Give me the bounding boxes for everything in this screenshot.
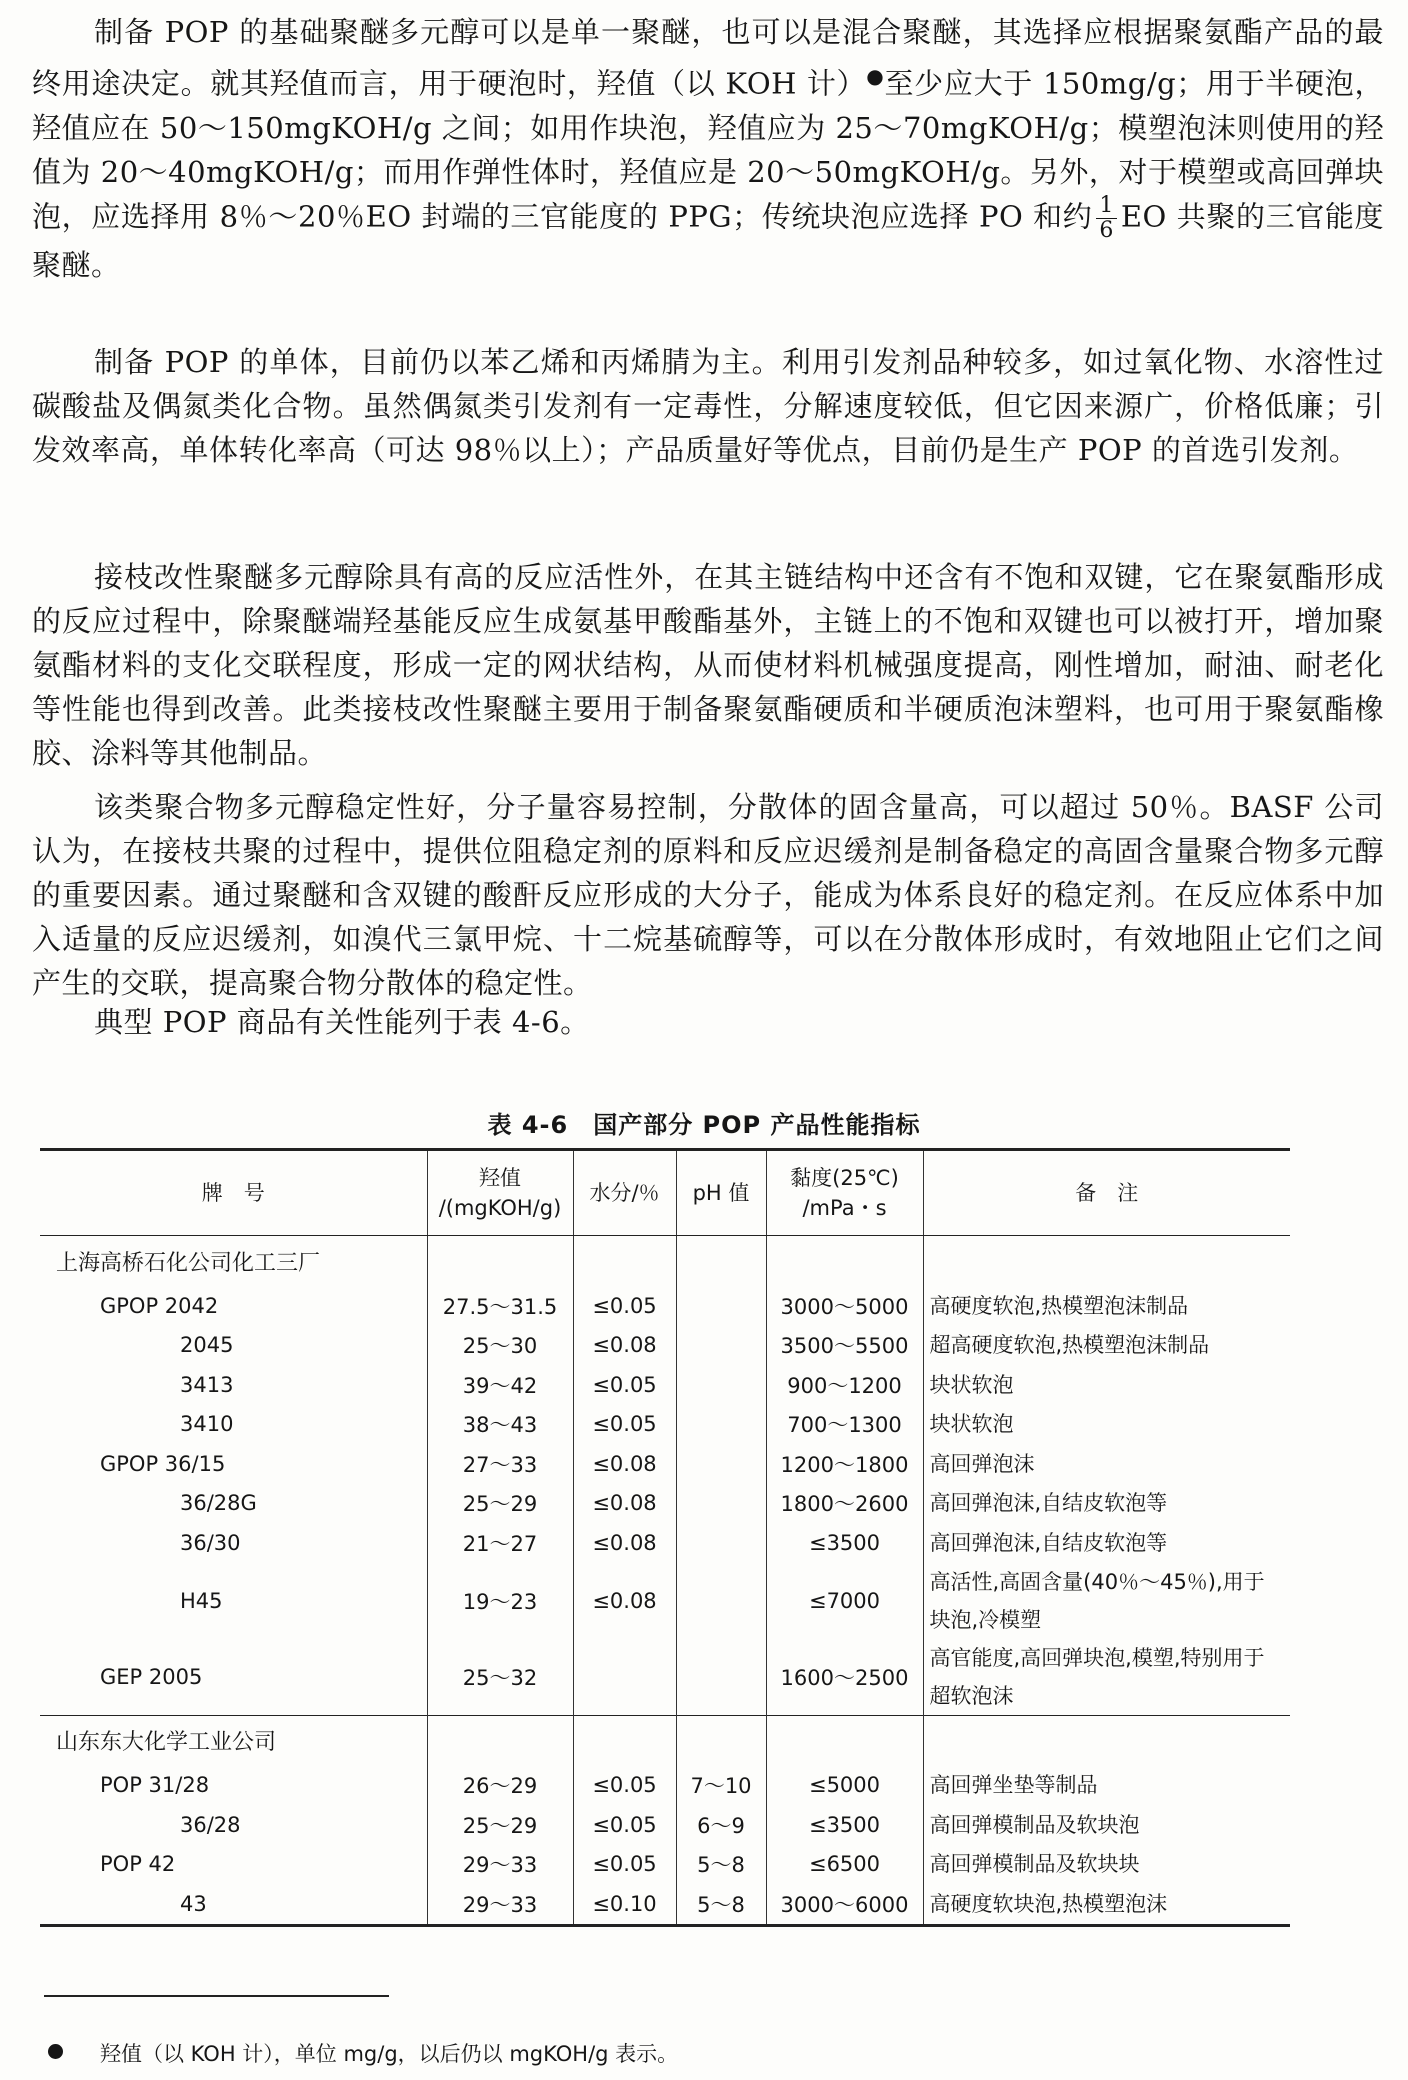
- table-row: [40, 1639, 1290, 1716]
- cell-viscosity: 1600～2500: [766, 1639, 923, 1716]
- fraction-denominator: 6: [1099, 217, 1114, 243]
- table-row: [40, 1405, 1290, 1445]
- paragraph-table-intro: 典型 POP 商品有关性能列于表 4-6。: [94, 1005, 590, 1039]
- cell-remark: 高硬度软块泡,热模塑泡沫: [923, 1884, 1290, 1925]
- bullet-icon: [48, 2044, 63, 2059]
- cell-hydroxyl: 39～42: [427, 1365, 573, 1405]
- table-row: [40, 1766, 1290, 1806]
- cell-ph: [676, 1484, 766, 1524]
- header-hydroxyl-line2: /(mgKOH/g): [438, 1196, 562, 1220]
- cell-viscosity: 1800～2600: [766, 1484, 923, 1524]
- table-row: [40, 1563, 1290, 1639]
- cell-hydroxyl: 25～29: [427, 1484, 573, 1524]
- header-water: 水分/％: [573, 1150, 676, 1236]
- cell-ph: [676, 1286, 766, 1326]
- footnote-divider: [44, 1995, 389, 1997]
- fraction-numerator: 1: [1096, 194, 1117, 219]
- cell-brand: GPOP 2042: [100, 1293, 219, 1318]
- cell-viscosity: ≤3500: [766, 1805, 923, 1845]
- cell-brand: 3410: [180, 1412, 234, 1437]
- table-row: [40, 1884, 1290, 1925]
- cell-water: [573, 1639, 676, 1716]
- cell-water: ≤0.10: [573, 1884, 676, 1925]
- table-row: [40, 1286, 1290, 1326]
- cell-ph: 7～10: [676, 1766, 766, 1806]
- cell-remark: 高回弹坐垫等制品: [923, 1766, 1290, 1806]
- paragraph-stability: 该类聚合物多元醇稳定性好，分子量容易控制，分散体的固含量高，可以超过 50％。BASF 公司认为，在接枝共聚的过程中，提供位阻稳定剂的原料和反应迟缓剂是制备稳定的高固含量聚合物多元醇的重要因素。通过聚醚和含双键的酸酐反应形成的大分子，能成为体系良好的稳定剂。在反应体系中加入适量的反应迟缓剂，如溴代三氯甲烷、十二烷基硫醇等，可以在分散体形成时，有效地阻止它们之间产生的交联，提高聚合物分散体的稳定性。: [32, 790, 1384, 1000]
- paragraph-base-polyether: [32, 10, 1384, 287]
- cell-remark: 超高硬度软泡,热模塑泡沫制品: [923, 1326, 1290, 1366]
- paragraph-graft-modified: 接枝改性聚醚多元醇除具有高的反应活性外，在其主链结构中还含有不饱和双键，它在聚氨酯形成的反应过程中，除聚醚端羟基能反应生成氨基甲酸酯基外，主链上的不饱和双键也可以被打开，增加聚氨酯材料的支化交联程度，形成一定的网状结构，从而使材料机械强度提高，刚性增加，耐油、耐老化等性能也得到改善。此类接枝改性聚醚主要用于制备聚氨酯硬质和半硬质泡沫塑料，也可用于聚氨酯橡胶、涂料等其他制品。: [32, 560, 1384, 770]
- table-row: [40, 1805, 1290, 1845]
- cell-hydroxyl: 19～23: [427, 1563, 573, 1639]
- cell-ph: [676, 1639, 766, 1716]
- paragraph-text: 制备 POP 的基础聚醚多元醇可以是单一聚醚，也可以是混合聚醚，其选择应根据聚氨酯产品的最终用途决定。就其羟值而言，用于硬泡时，羟值（以 KOH 计）: [32, 15, 1384, 101]
- cell-viscosity: ≤3500: [766, 1523, 923, 1563]
- header-viscosity: [766, 1150, 923, 1236]
- cell-viscosity: 1200～1800: [766, 1444, 923, 1484]
- cell-water: ≤0.05: [573, 1845, 676, 1885]
- cell-hydroxyl: 25～29: [427, 1805, 573, 1845]
- cell-hydroxyl: 29～33: [427, 1845, 573, 1885]
- table-row: [40, 1444, 1290, 1484]
- cell-remark: 块状软泡: [923, 1405, 1290, 1445]
- company-name: 上海高桥石化公司化工三厂: [56, 1250, 321, 1276]
- company-name: 山东东大化学工业公司: [40, 1715, 427, 1766]
- cell-water: ≤0.05: [573, 1405, 676, 1445]
- company-row: [40, 1715, 1290, 1766]
- header-viscosity-line2: /mPa・s: [802, 1196, 887, 1220]
- cell-ph: [676, 1523, 766, 1563]
- cell-water: ≤0.08: [573, 1484, 676, 1524]
- cell-remark: 高回弹泡沫,自结皮软泡等: [923, 1523, 1290, 1563]
- cell-ph: 5～8: [676, 1845, 766, 1885]
- cell-remark: 高回弹泡沫,自结皮软泡等: [923, 1484, 1290, 1524]
- footnote: [100, 2038, 678, 2068]
- cell-viscosity: 700～1300: [766, 1405, 923, 1445]
- cell-ph: [676, 1405, 766, 1445]
- cell-viscosity: ≤7000: [766, 1563, 923, 1639]
- cell-viscosity: 900～1200: [766, 1365, 923, 1405]
- cell-brand: GPOP 36/15: [100, 1451, 226, 1476]
- cell-water: ≤0.05: [573, 1805, 676, 1845]
- cell-remark: 高官能度,高回弹块泡,模塑,特别用于超软泡沫: [923, 1639, 1290, 1716]
- cell-ph: [676, 1563, 766, 1639]
- cell-brand: 2045: [180, 1333, 234, 1358]
- cell-brand: 3413: [180, 1372, 234, 1397]
- cell-remark: 高回弹模制品及软块泡: [923, 1805, 1290, 1845]
- cell-brand: 43: [40, 1884, 427, 1925]
- cell-hydroxyl: 27～33: [427, 1444, 573, 1484]
- cell-viscosity: ≤5000: [766, 1766, 923, 1806]
- cell-water: ≤0.05: [573, 1766, 676, 1806]
- cell-hydroxyl: 27.5～31.5: [427, 1286, 573, 1326]
- header-remark: 备 注: [923, 1150, 1290, 1236]
- cell-remark: 高硬度软泡,热模塑泡沫制品: [923, 1286, 1290, 1326]
- cell-brand: 36/28: [180, 1812, 241, 1837]
- cell-viscosity: 3000～6000: [766, 1884, 923, 1925]
- cell-ph: [676, 1326, 766, 1366]
- cell-brand: 36/28G: [180, 1491, 257, 1516]
- paragraph-monomers: 制备 POP 的单体，目前仍以苯乙烯和丙烯腈为主。利用引发剂品种较多，如过氧化物、水溶性过碳酸盐及偶氮类化合物。虽然偶氮类引发剂有一定毒性，分解速度较低，但它因来源广，价格低廉；引发效率高，单体转化率高（可达 98％以上）；产品质量好等优点，目前仍是生产 POP 的首选引发剂。: [32, 345, 1384, 467]
- table-header-row: [40, 1150, 1290, 1236]
- cell-water: ≤0.05: [573, 1286, 676, 1326]
- cell-remark: 高回弹模制品及软块块: [923, 1845, 1290, 1885]
- cell-water: ≤0.08: [573, 1523, 676, 1563]
- cell-remark: 高回弹泡沫: [923, 1444, 1290, 1484]
- header-hydroxyl: [427, 1150, 573, 1236]
- cell-brand: POP 31/28: [100, 1773, 210, 1798]
- cell-ph: [676, 1365, 766, 1405]
- cell-water: ≤0.08: [573, 1444, 676, 1484]
- cell-hydroxyl: 21～27: [427, 1523, 573, 1563]
- cell-hydroxyl: 25～32: [427, 1639, 573, 1716]
- table-row: [40, 1365, 1290, 1405]
- company-row: [40, 1236, 1290, 1287]
- table-row: [40, 1326, 1290, 1366]
- header-hydroxyl-line1: 羟值: [479, 1166, 521, 1190]
- cell-viscosity: 3500～5500: [766, 1326, 923, 1366]
- cell-hydroxyl: 38～43: [427, 1405, 573, 1445]
- cell-water: ≤0.08: [573, 1326, 676, 1366]
- footnote-marker-icon: ●: [866, 64, 885, 88]
- header-brand: 牌 号: [40, 1150, 427, 1236]
- header-ph: pH 值: [676, 1150, 766, 1236]
- cell-ph: [676, 1444, 766, 1484]
- cell-ph: 6～9: [676, 1805, 766, 1845]
- cell-water: ≤0.08: [573, 1563, 676, 1639]
- cell-remark: 块状软泡: [923, 1365, 1290, 1405]
- table-row: [40, 1845, 1290, 1885]
- table-title: 表 4-6 国产部分 POP 产品性能指标: [487, 1111, 921, 1139]
- cell-hydroxyl: 26～29: [427, 1766, 573, 1806]
- cell-ph: 5～8: [676, 1884, 766, 1925]
- cell-brand: 36/30: [180, 1530, 241, 1555]
- fraction: [1096, 194, 1117, 243]
- header-viscosity-line1: 黏度(25℃): [790, 1166, 899, 1190]
- table-row: [40, 1523, 1290, 1563]
- paragraph-text: 至少应大于 150mg/g；用于半硬泡，羟值应在 50～150mgKOH/g 之间；如用作块泡，羟值应为 25～70mgKOH/g；模塑泡沫则使用的羟值为 20～40mgKOH/g；而用作弹性体时，羟值应是 20～50mgKOH/g。另外，对于模塑或高回弹块泡，应选择用 8％～20％EO 封端的三官能度的 PPG；传统块泡应选择 PO 和约: [32, 66, 1385, 234]
- cell-brand: GEP 2005: [100, 1664, 203, 1689]
- cell-brand: H45: [180, 1588, 223, 1613]
- cell-remark: 高活性,高固含量(40％～45％),用于块泡,冷模塑: [923, 1563, 1290, 1639]
- cell-viscosity: 3000～5000: [766, 1286, 923, 1326]
- cell-brand: POP 42: [100, 1852, 176, 1877]
- paragraph-text: EO 共聚的三官能度聚醚。: [32, 199, 1384, 282]
- cell-water: ≤0.05: [573, 1365, 676, 1405]
- pop-spec-table: [40, 1148, 1290, 1927]
- footnote-text: 羟值（以 KOH 计），单位 mg/g，以后仍以 mgKOH/g 表示。: [100, 2042, 679, 2066]
- cell-hydroxyl: 29～33: [427, 1884, 573, 1925]
- table-row: [40, 1484, 1290, 1524]
- cell-hydroxyl: 25～30: [427, 1326, 573, 1366]
- cell-viscosity: ≤6500: [766, 1845, 923, 1885]
